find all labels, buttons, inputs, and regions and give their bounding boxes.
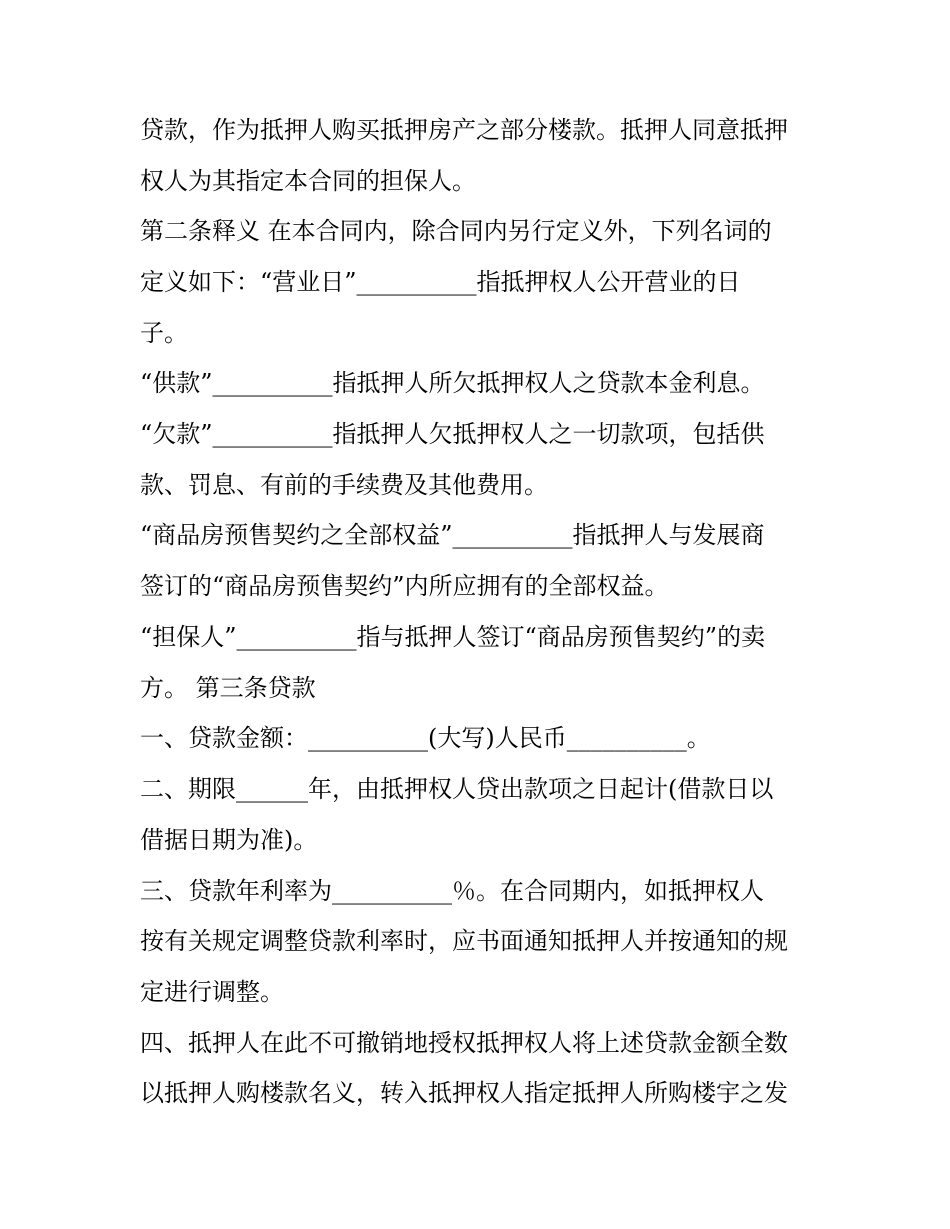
text-line: 按有关规定调整贷款利率时，应书面通知抵押人并按通知的规 [140,927,788,955]
text-line: 借据日期为准)。 [140,826,318,854]
text-line: “商品房预售契约之全部权益”__________指抵押人与发展商 [140,521,765,549]
text-line: 子。 [140,319,188,347]
text-line: 定进行调整。 [140,978,284,1006]
text-line: 方。 第三条贷款 [140,674,316,702]
text-line: “欠款”__________指抵押人欠抵押权人之一切款项，包括供 [140,420,765,448]
text-line: 签订的“商品房预售契约”内所应拥有的全部权益。 [140,572,669,600]
text-line: “供款”__________指抵押人所欠抵押权人之贷款本金利息。 [140,369,765,397]
text-line: 贷款，作为抵押人购买抵押房产之部分楼款。抵押人同意抵押 [140,116,788,144]
text-line: 二、期限______年，由抵押权人贷出款项之日起计(借款日以 [140,775,774,803]
text-line: 一、贷款金额：__________(大写)人民币__________。 [140,724,711,752]
text-line: 款、罚息、有前的手续费及其他费用。 [140,471,548,499]
text-line: 定义如下：“营业日”__________指抵押权人公开营业的日 [140,268,741,296]
text-line: 三、贷款年利率为__________％。在合同期内，如抵押权人 [140,877,764,905]
text-line: 四、抵押人在此不可撤销地授权抵押权人将上述贷款金额全数 [140,1029,788,1057]
text-line: 以抵押人购楼款名义，转入抵押权人指定抵押人所购楼宇之发 [140,1079,788,1107]
text-line: 权人为其指定本合同的担保人。 [140,167,476,195]
text-line: “担保人”__________指与抵押人签订“商品房预售契约”的卖 [140,623,766,651]
text-line: 第二条释义 在本合同内，除合同内另行定义外，下列名词的 [140,217,772,245]
